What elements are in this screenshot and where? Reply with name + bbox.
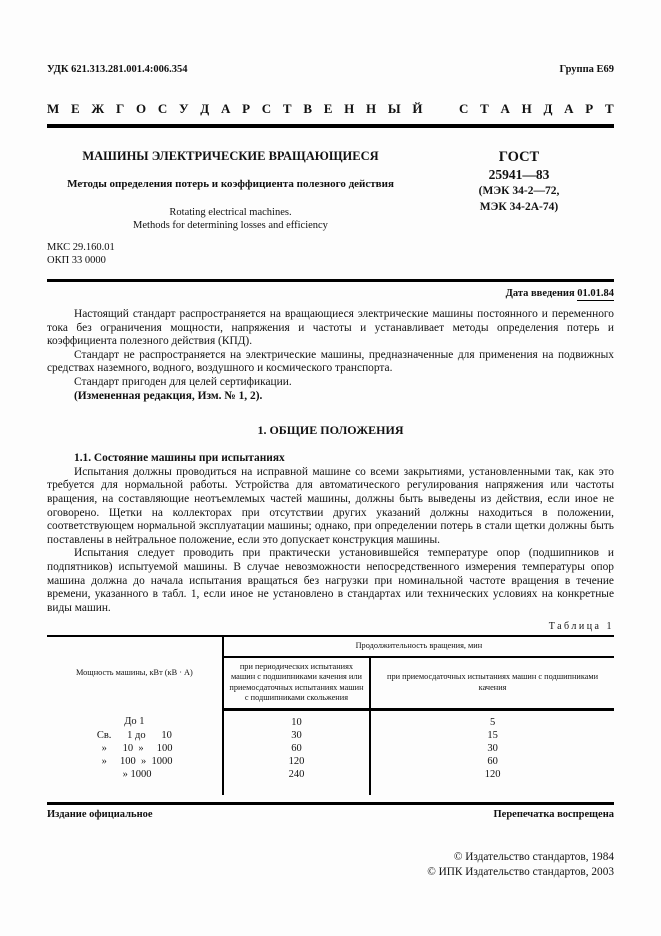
- edition-note: Издание официальное: [47, 808, 153, 820]
- intro-paragraph-1: Настоящий стандарт распространяется на вращающиеся электрические машины постоянного и переменного тока без ограничения мощности, напряжения и частоты и устанавливает методы определения потерь и коэффициента полезного действия (КПД).: [47, 308, 614, 348]
- date-value: 01.01.84: [577, 288, 614, 299]
- acceptance-value-cell: 60: [487, 755, 498, 767]
- table-header-acceptance: при приемосдаточных испытаниях машин с подшипниками качения: [370, 657, 614, 710]
- title-block: [47, 149, 614, 232]
- udk-code: УДК 621.313.281.001.4:006.354: [47, 64, 188, 75]
- power-cell: » 1000: [47, 768, 223, 795]
- gost-number: 25941—83: [488, 167, 550, 182]
- group-code: Группа Е69: [559, 64, 614, 75]
- table-row: [47, 768, 614, 795]
- section1-paragraph-1: Испытания должны проводиться на исправной машине со всеми закрытиями, установленными так, как это требуется для нормальной работы. Устройства для автоматического регулирования напряжения или частоты вращения, на составляющие неотъемлемых частей машины, должны быть выведены из действия, если иное не оговорено. Щетки на коллекторах при отсутствии других указаний должны находиться в положении, соответствующем нормальной эксплуатации машины; однако, при определении потерь в стали щетки должны быть поставлены в нейтральное положение, если это допускает конструкция машины.: [47, 465, 614, 546]
- iec-ref-line2: МЭК 34-2А-74): [479, 201, 559, 213]
- gost-block: [424, 149, 614, 232]
- reprint-note: Перепечатка воспрещена: [493, 808, 614, 820]
- table-row: [47, 755, 614, 768]
- okp-code: ОКП 33 0000: [47, 254, 106, 266]
- acceptance-value-cell: 30: [487, 742, 498, 754]
- standard-banner: [47, 102, 614, 128]
- table-row: [47, 709, 614, 729]
- date-row: [47, 288, 614, 299]
- table-header-duration: Продолжительность вращения, мин: [223, 636, 614, 657]
- footer-row: [47, 809, 614, 820]
- title-en-line1: Rotating electrical machines.: [169, 207, 292, 218]
- title-ru: МАШИНЫ ЭЛЕКТРИЧЕСКИЕ ВРАЩАЮЩИЕСЯ: [82, 149, 379, 163]
- footer-rule: [47, 802, 614, 805]
- power-cell: » 100 » 1000: [47, 755, 223, 768]
- intro-paragraph-amendment: (Измененная редакция, Изм. № 1, 2).: [74, 389, 263, 402]
- periodic-value-cell: 120: [223, 755, 370, 768]
- power-cell: Св. 1 до 10: [47, 729, 223, 742]
- gost-label: ГОСТ: [498, 149, 540, 165]
- copyright-line-2003: © ИПК Издательство стандартов, 2003: [427, 866, 614, 879]
- intro-section: [47, 308, 614, 403]
- table-row: [47, 729, 614, 742]
- header-rule: [47, 279, 614, 282]
- iec-ref-line1: (МЭК 34-2—72,: [478, 185, 560, 197]
- acceptance-value-cell: 15: [487, 729, 498, 741]
- date-label: Дата введения: [505, 288, 575, 299]
- section1-paragraph-2: Испытания следует проводить при практически установившейся температуре опор (подшипников и подпятников) испытуемой машины. В случае невозможности непосредственного измерения температуры опор машина должна до начала испытания вращаться без нагрузки при номинальной частоте вращения в течение времени, указанного в табл. 1, если иное не установлено в стандартах или технических условиях на конкретные виды машин.: [47, 547, 614, 614]
- intro-paragraph-3: Стандарт пригоден для целей сертификации.: [74, 375, 292, 388]
- title-en: [47, 206, 414, 232]
- mks-code: МКС 29.160.01: [47, 242, 115, 253]
- power-cell: До 1: [47, 709, 223, 729]
- power-cell: » 10 » 100: [47, 742, 223, 755]
- title-left: [47, 149, 424, 232]
- subsection-heading: 1.1. Состояние машины при испытаниях: [74, 452, 285, 465]
- section1-body: [47, 466, 614, 616]
- intro-paragraph-2: Стандарт не распространяется на электрические машины, предназначенные для применения на подвижных средствах наземного, водного, воздушного и космического транспорта.: [47, 348, 614, 375]
- title-en-line2: Methods for determining losses and efficiency: [133, 220, 328, 231]
- subtitle-ru: Методы определения потерь и коэффициента полезного действия: [67, 178, 394, 190]
- periodic-value-cell: 240: [223, 768, 370, 795]
- acceptance-value-cell: 5: [489, 716, 496, 728]
- standard-banner-text: М Е Ж Г О С У Д А Р С Т В Е Н Н Ы Й С Т А Н Д А Р Т: [47, 101, 614, 116]
- periodic-value-cell: 10: [223, 709, 370, 729]
- periodic-value-cell: 30: [223, 729, 370, 742]
- table-label: Таблица 1: [548, 621, 614, 633]
- acceptance-value-cell: 120: [484, 768, 501, 780]
- codes-row: [47, 64, 614, 75]
- rotation-duration-table: [47, 635, 614, 795]
- copyright-line-1984: © Издательство стандартов, 1984: [453, 850, 614, 863]
- periodic-value-cell: 60: [223, 742, 370, 755]
- copyright-block: [47, 850, 614, 881]
- classification-codes: [47, 242, 614, 267]
- table-row: [47, 742, 614, 755]
- table-header-periodic: при периодических испытаниях машин с подшипниками качения или приемосдаточных испытаниях машин с подшипниками скольжения: [223, 657, 370, 710]
- table-header-power: Мощность машины, кВт (кВ · А): [47, 636, 223, 709]
- section-heading: 1. ОБЩИЕ ПОЛОЖЕНИЯ: [257, 423, 404, 438]
